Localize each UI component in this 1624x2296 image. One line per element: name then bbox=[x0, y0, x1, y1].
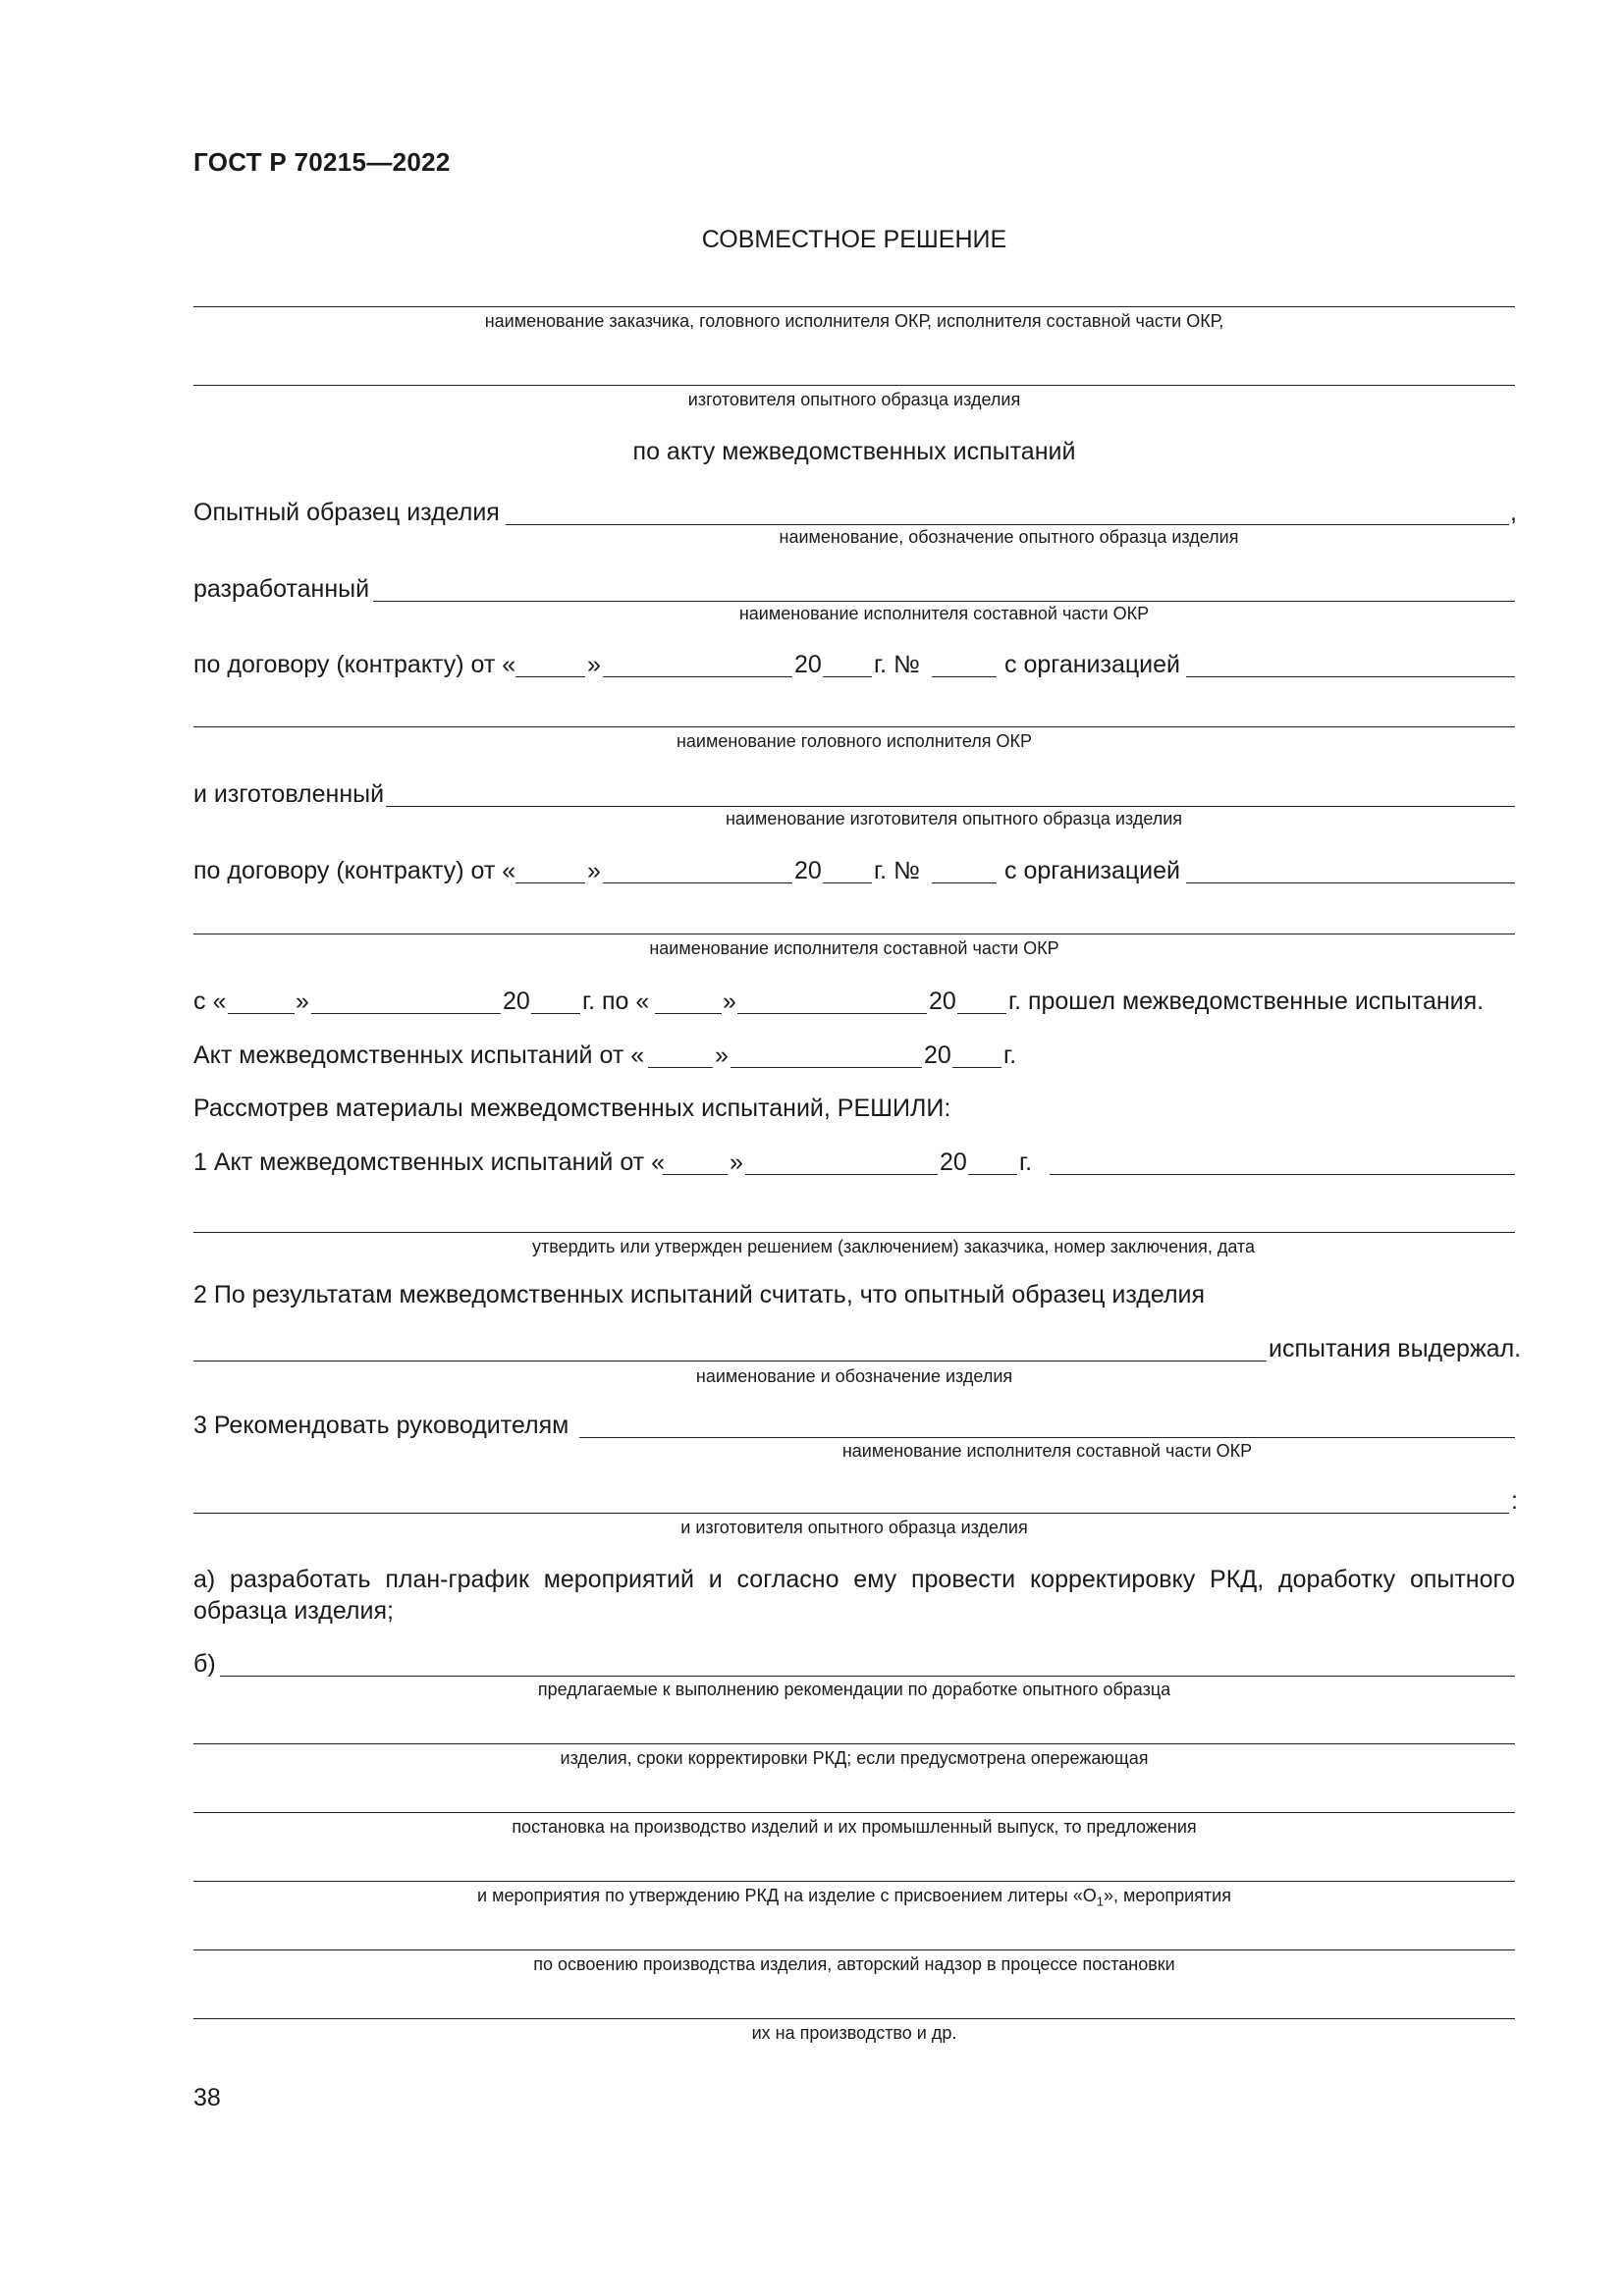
quote-close: » bbox=[723, 988, 736, 1015]
caption-head-exec: наименование головного исполнителя ОКР bbox=[676, 731, 1033, 751]
caption-developed: наименование исполнителя составной части ОКР bbox=[738, 604, 1150, 623]
fill-line[interactable] bbox=[193, 385, 1515, 386]
quote-close: » bbox=[296, 988, 309, 1015]
contract-year-field[interactable] bbox=[823, 676, 872, 677]
developed-label: разработанный bbox=[193, 575, 370, 603]
caption-part-exec: наименование исполнителя составной части ОКР bbox=[649, 938, 1059, 958]
page-number: 38 bbox=[193, 2084, 221, 2111]
caption-b3: постановка на производство изделий и их промышленный выпуск, то предложения bbox=[512, 1817, 1197, 1837]
caption-b6: их на производство и др. bbox=[751, 2023, 957, 2043]
fill-line[interactable] bbox=[193, 306, 1515, 307]
caption-b4-text-end: », мероприятия bbox=[1103, 1886, 1231, 1905]
manufactured-label: и изготовленный bbox=[193, 780, 385, 808]
item-b-row bbox=[193, 1647, 1515, 1681]
period-row bbox=[193, 985, 1515, 1018]
caption-b2: изделия, сроки корректировки РКД; если предусмотрена опережающая bbox=[560, 1748, 1149, 1768]
act-year-suffix: г. bbox=[1003, 1041, 1017, 1069]
sample-row bbox=[193, 496, 1515, 529]
caption-b1: предлагаемые к выполнению рекомендации по доработке опытного образца bbox=[537, 1680, 1171, 1699]
item2-result-text: испытания выдержал. bbox=[1269, 1335, 1522, 1362]
item1-row bbox=[193, 1146, 1515, 1179]
quote-close: » bbox=[715, 1041, 729, 1069]
number-sign: г. № bbox=[874, 651, 920, 678]
quote-close: » bbox=[730, 1148, 743, 1176]
fill-line[interactable] bbox=[193, 2018, 1515, 2019]
caption-item2: наименование и обозначение изделия bbox=[695, 1366, 1013, 1386]
manufactured-field[interactable] bbox=[386, 806, 1515, 807]
item1-day-field[interactable] bbox=[663, 1174, 728, 1175]
contract-row-1 bbox=[193, 648, 1515, 681]
caption-manufacturer: наименование изготовителя опытного образца изделия bbox=[725, 809, 1183, 828]
period-to-year-field[interactable] bbox=[957, 1013, 1006, 1014]
item3-second-row bbox=[193, 1484, 1518, 1518]
caption-b5: по освоению производства изделия, авторский надзор в процессе постановки bbox=[533, 1954, 1175, 1974]
period-to-day-field[interactable] bbox=[655, 1013, 722, 1014]
item1-year-suffix: г. bbox=[1019, 1148, 1033, 1176]
caption-sample: наименование, обозначение опытного образца изделия bbox=[779, 527, 1239, 547]
item3-row bbox=[193, 1409, 1515, 1442]
act-month-field[interactable] bbox=[731, 1067, 922, 1068]
year-prefix: 20 bbox=[503, 988, 530, 1015]
item3-colon: : bbox=[1511, 1487, 1518, 1515]
item1-year-field[interactable] bbox=[968, 1174, 1017, 1175]
contract-row-2 bbox=[193, 854, 1515, 887]
year-prefix: 20 bbox=[794, 651, 822, 678]
caption-item3b: и изготовителя опытного образца изделия bbox=[680, 1518, 1028, 1537]
fill-line[interactable] bbox=[193, 1232, 1515, 1233]
item-b-field[interactable] bbox=[220, 1676, 1515, 1677]
period-to-month-field[interactable] bbox=[737, 1013, 927, 1014]
act-day-field[interactable] bbox=[648, 1067, 713, 1068]
period-from-month-field[interactable] bbox=[311, 1013, 501, 1014]
act-year-field[interactable] bbox=[952, 1067, 1001, 1068]
period-from-day-field[interactable] bbox=[228, 1013, 295, 1014]
quote-close: » bbox=[587, 857, 601, 884]
item2-text: 2 По результатам межведомственных испытаний считать, что опытный образец изделия bbox=[193, 1281, 1206, 1308]
item-a-text: а) разработать план-график мероприятий и согласно ему провести корректировку РКД, доработку опытного образца изделия; bbox=[193, 1566, 1515, 1625]
standard-designation: ГОСТ Р 70215—2022 bbox=[193, 147, 451, 177]
item2-product-field[interactable] bbox=[193, 1361, 1267, 1362]
developed-row bbox=[193, 572, 1515, 606]
item3-manufacturer-field[interactable] bbox=[193, 1513, 1509, 1514]
item2-field-row bbox=[193, 1332, 1522, 1365]
period-from-year-field[interactable] bbox=[531, 1013, 580, 1014]
act-row bbox=[193, 1039, 1515, 1072]
item2-row bbox=[193, 1278, 1515, 1311]
caption-parties-2: изготовителя опытного образца изделия bbox=[687, 390, 1021, 409]
fill-line[interactable] bbox=[193, 1881, 1515, 1882]
number-sign: г. № bbox=[874, 857, 920, 884]
caption-b4-text: и мероприятия по утверждению РКД на изделие с присвоением литеры «О bbox=[477, 1886, 1097, 1905]
period-to-label: г. по « bbox=[582, 988, 650, 1015]
contract-prefix: по договору (контракту) от « bbox=[193, 857, 516, 884]
fill-line[interactable] bbox=[193, 726, 1515, 727]
year-prefix: 20 bbox=[924, 1041, 951, 1069]
item1-prefix: 1 Акт межведомственных испытаний от « bbox=[193, 1148, 665, 1176]
year-prefix: 20 bbox=[929, 988, 956, 1015]
contract-number-field[interactable] bbox=[932, 676, 997, 677]
year-prefix: 20 bbox=[794, 857, 822, 884]
decided-text: Рассмотрев материалы межведомственных испытаний, РЕШИЛИ: bbox=[193, 1095, 951, 1122]
year-prefix: 20 bbox=[940, 1148, 967, 1176]
act-prefix: Акт межведомственных испытаний от « bbox=[193, 1041, 645, 1069]
contract-day-field[interactable] bbox=[515, 882, 585, 883]
document-title: СОВМЕСТНОЕ РЕШЕНИЕ bbox=[701, 226, 1007, 253]
subtitle: по акту межведомственных испытаний bbox=[632, 438, 1076, 465]
organization-field[interactable] bbox=[1186, 676, 1515, 677]
period-from-label: с « bbox=[193, 988, 227, 1015]
contract-month-field[interactable] bbox=[603, 882, 792, 883]
period-result-text: г. прошел межведомственные испытания. bbox=[1008, 988, 1485, 1015]
contract-year-field[interactable] bbox=[823, 882, 872, 883]
item3-text: 3 Рекомендовать руководителям bbox=[193, 1412, 569, 1439]
quote-close: » bbox=[587, 651, 601, 678]
organization-label: с организацией bbox=[1004, 651, 1181, 678]
sample-label: Опытный образец изделия bbox=[193, 499, 500, 526]
item-b-label: б) bbox=[193, 1650, 216, 1678]
fill-line[interactable] bbox=[193, 1812, 1515, 1813]
contract-month-field[interactable] bbox=[603, 676, 792, 677]
organization-label: с организацией bbox=[1004, 857, 1181, 884]
item1-decision-field[interactable] bbox=[1050, 1174, 1515, 1175]
contract-prefix: по договору (контракту) от « bbox=[193, 651, 516, 678]
caption-b4-subscript: 1 bbox=[1096, 1894, 1104, 1909]
decided-row bbox=[193, 1092, 1515, 1125]
contract-number-field[interactable] bbox=[932, 882, 997, 883]
developed-field[interactable] bbox=[373, 601, 1515, 602]
item3-exec-field[interactable] bbox=[579, 1437, 1515, 1438]
item1-month-field[interactable] bbox=[745, 1174, 938, 1175]
sample-comma: , bbox=[1510, 499, 1517, 526]
caption-b4 bbox=[193, 1885, 1515, 1913]
caption-parties-1: наименование заказчика, головного исполнителя ОКР, исполнителя составной части ОКР, bbox=[484, 311, 1224, 331]
caption-item3a: наименование исполнителя составной части ОКР bbox=[841, 1441, 1253, 1461]
sample-field[interactable] bbox=[506, 524, 1509, 525]
fill-line[interactable] bbox=[193, 1743, 1515, 1744]
organization-field[interactable] bbox=[1186, 882, 1515, 883]
contract-day-field[interactable] bbox=[515, 676, 585, 677]
fill-line[interactable] bbox=[193, 1949, 1515, 1950]
manufactured-row bbox=[193, 777, 1515, 811]
caption-item1: утвердить или утвержден решением (заключением) заказчика, номер заключения, дата bbox=[531, 1237, 1255, 1256]
